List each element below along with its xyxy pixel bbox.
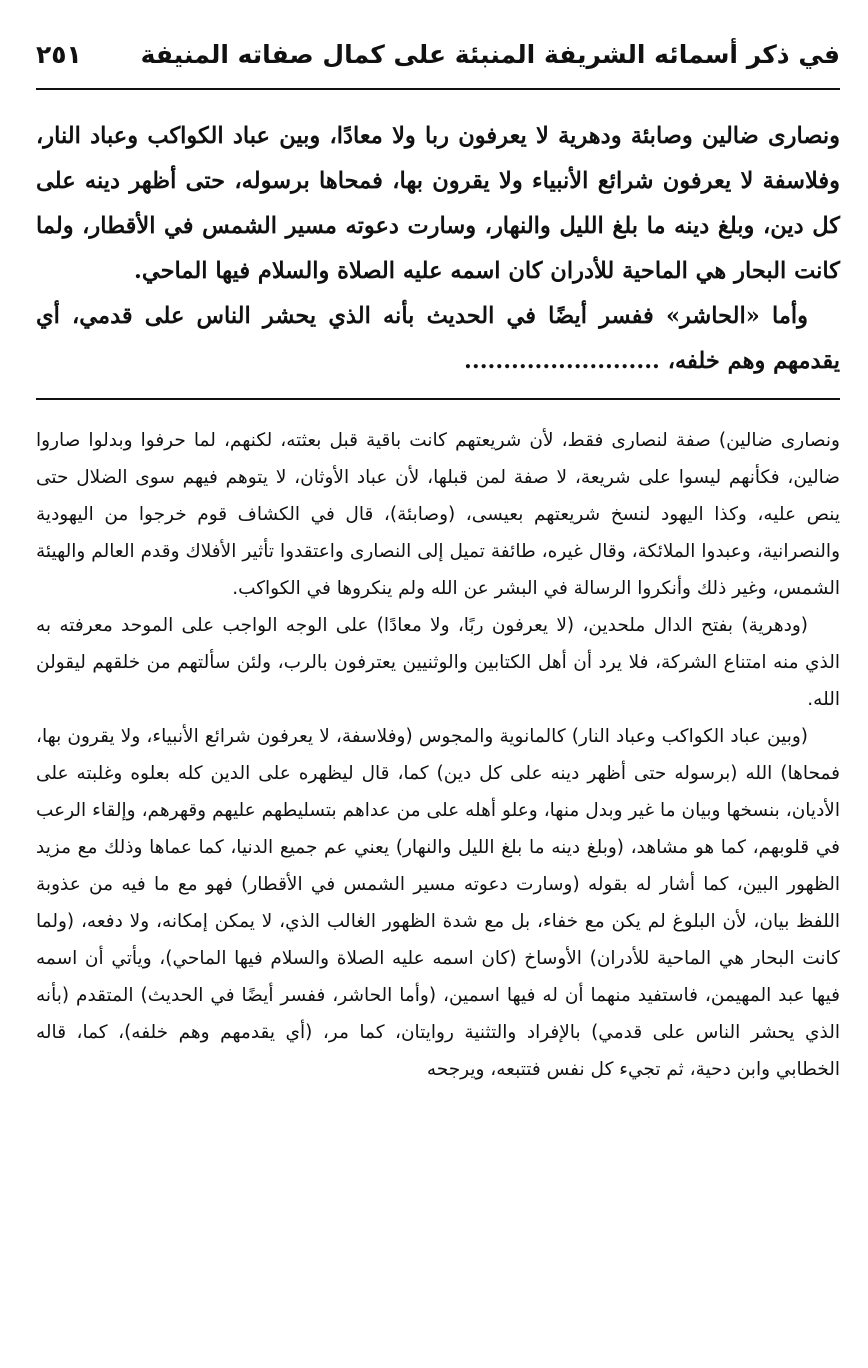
book-page (36, 28, 840, 1348)
page-number: ٢٥١ (36, 39, 82, 69)
commentary-paragraph: (ودهرية) بفتح الدال ملحدين، (لا يعرفون ربًا، ولا معادًا) على الوجه الواجب على الموحد معرفته به الذي منه امتناع الشركة، فلا يرد أن أهل الكتابين والوثنيين يعترفون بالرب، ولئن سألتهم من خلقهم ليقولن الله. (36, 615, 840, 710)
main-text-block (36, 90, 840, 384)
commentary-paragraph: ونصارى ضالين) صفة لنصارى فقط، لأن شريعتهم كانت باقية قبل بعثته، لكنهم، لما حرفوا وبدلوا صاروا ضالين، فكأنهم ليسوا على شريعة، لا صفة لمن قبلها، لأن عباد الأوثان، لا يتوهم فيهم سوى الضلال حتى ينص عليه، وكذا اليهود لنسخ شريعتهم بعيسى، (وصابئة)، قال في الكشاف قوم خرجوا من اليهودية والنصرانية، وعبدوا الملائكة، وقال غيره، طائفة تميل إلى النصارى واعتقدوا تأثير الأفلاك وقدم العالم والهيئة الشمس، وغير ذلك وأنكروا الرسالة في البشر عن الله ولم ينكروها في الكواكب. (36, 430, 840, 599)
running-title: في ذكر أسمائه الشريفة المنبئة على كمال صفاته المنيفة (140, 39, 840, 69)
commentary-paragraph: (وبين عباد الكواكب وعباد النار) كالمانوية والمجوس (وفلاسفة، لا يعرفون شرائع الأنبياء، ولا يقرون بها، فمحاها) الله (برسوله حتى أظهر دينه على كل دين) كما، قال ليظهره على الدين كله بعلوه وغلبته على الأديان، بنسخها وبيان ما غير وبدل منها، وعلو أهله على من عداهم بتسليطهم عليهم وقهرهم، وإلقاء الرعب في قلوبهم، كما هو مشاهد، (وبلغ دينه ما بلغ الليل والنهار) يعني عم جميع الدنيا، كما عماها وذلك مع مزيد الظهور البين، كما أشار له بقوله (وسارت دعوته مسير الشمس في الأقطار) فهو مع ما فيه من عذوبة اللفظ بيان، لأن البلوغ لم يكن مع خفاء، بل مع شدة الظهور الغالب الذي، لا يمكن إمكانه، ولا دفعه، (ولما كانت البحار هي الماحية للأدران) الأوساخ (كان اسمه عليه الصلاة والسلام فيها الماحي)، ويأتي أن اسمه فيها عبد المهيمن، فاستفيد منهما أن له فيها اسمين، (وأما الحاشر، ففسر أيضًا في الحديث) المتقدم (بأنه الذي يحشر الناس على قدمي) بالإفراد والتثنية روايتان، كما مر، (أي يقدمهم وهم خلفه)، كما، قاله الخطابي وابن دحية، ثم تجيء كل نفس فتتبعه، ويرجحه (36, 726, 840, 1080)
main-paragraph: ونصارى ضالين وصابئة ودهرية لا يعرفون ربا ولا معادًا، وبين عباد الكواكب وعباد النار، وفلاسفة لا يعرفون شرائع الأنبياء ولا يقرون بها، فمحاها برسوله، حتى أظهر دينه على كل دين، وبلغ دينه ما بلغ الليل والنهار، وسارت دعوته مسير الشمس في الأقطار، ولما كانت البحار هي الماحية للأدران كان اسمه عليه الصلاة والسلام فيها الماحي. (36, 123, 841, 284)
main-paragraph: وأما «الحاشر» ففسر أيضًا في الحديث بأنه الذي يحشر الناس على قدمي، أي يقدمهم وهم خلفه، ......................... (36, 303, 840, 374)
commentary-block (36, 400, 840, 1088)
running-header (36, 28, 840, 80)
